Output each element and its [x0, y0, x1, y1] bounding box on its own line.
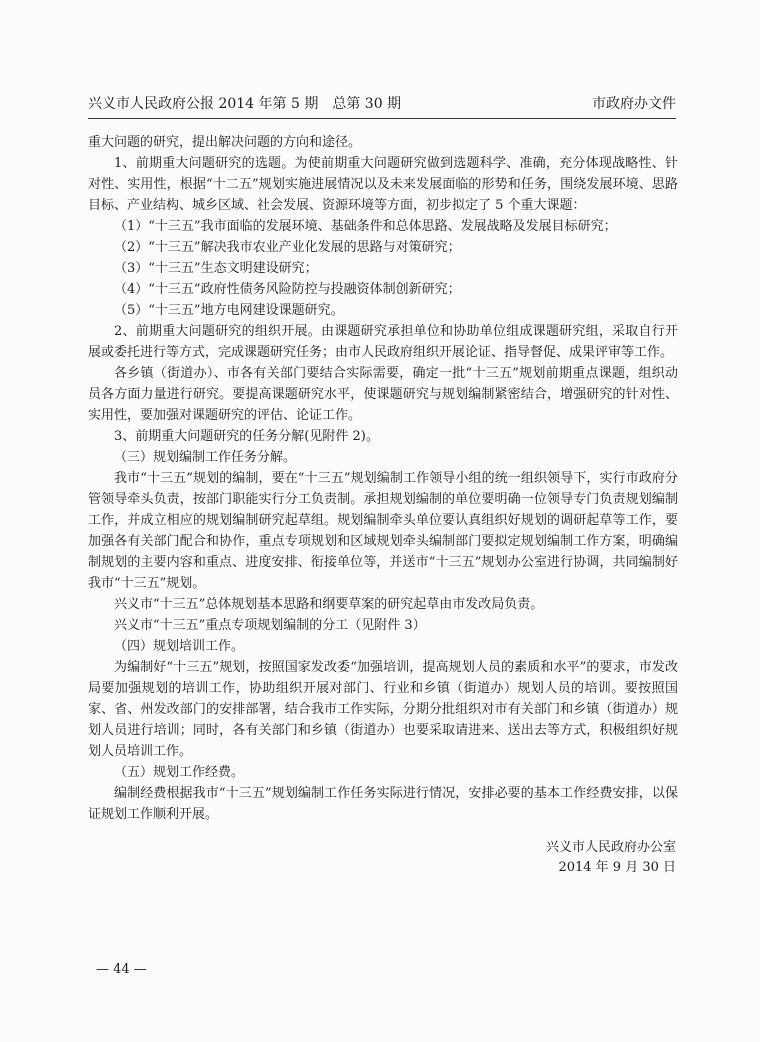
paragraph: 为编制好“十三五”规划，按照国家发改委“加强培训，提高规划人员的素质和水平”的要求，市发改局要加强规划的培训工作，协助组织开展对部门、行业和乡镇（街道办）规划人员的培训。要按照国家、省、州发改部门的安排部署，结合我市工作实际，分期分批组织对市有关部门和乡镇（街道办）规划人员进行培训；同时，各有关部门和乡镇（街道办）也要采取请进来、送出去等方式，积极组织好规划人员培训工作。 — [88, 660, 678, 759]
paragraph: 编制经费根据我市“十三五”规划编制工作任务实际进行情况，安排必要的基本工作经费安排，以保证规划工作顺利开展。 — [88, 786, 678, 822]
paragraph: 重大问题的研究，提出解决问题的方向和途径。 — [88, 135, 362, 150]
header-divider — [88, 118, 676, 119]
paragraph: 3、前期重大问题研究的任务分解(见附件 2)。 — [114, 429, 379, 444]
paragraph: 1、前期重大问题研究的选题。为使前期重大问题研究做到选题科学、准确，充分体现战略性、针对性、实用性，根据“十二五”规划实施进展情况以及未来发展面临的形势和任务，围绕发展环境、思路目标、产业结构、城乡区域、社会发展、资源环境等方面，初步拟定了 5 个重大课题： — [88, 156, 678, 213]
signature-date: 2014 年 9 月 30 日 — [558, 860, 676, 875]
section-heading: （四）规划培训工作。 — [114, 639, 245, 654]
page-number: — 44 — — [96, 962, 147, 977]
header-publication-title: 兴义市人民政府公报 2014 年第 5 期 总第 30 期 — [88, 96, 402, 112]
list-item: （4）“十三五”政府性债务风险防控与投融资体制创新研究； — [114, 282, 461, 297]
paragraph: 兴义市“十三五”总体规划基本思路和纲要草案的研究起草由市发改局负责。 — [114, 597, 544, 612]
paragraph: 2、前期重大问题研究的组织开展。由课题研究承担单位和协助单位组成课题研究组，采取自行开展或委托进行等方式，完成课题研究任务；由市人民政府组织开展论证、指导督促、成果评审等工作。 — [88, 324, 678, 360]
section-heading: （五）规划工作经费。 — [114, 765, 245, 780]
paragraph: 我市“十三五”规划的编制，要在“十三五”规划编制工作领导小组的统一组织领导下，实行市政府分管领导牵头负责，按部门职能实行分工负责制。承担规划编制的单位要明确一位领导专门负责规划编制工作，并成立相应的规划编制研究起草组。规划编制牵头单位要认真组织好规划的调研起草等工作，要加强各有关部门配合和协作，重点专项规划和区域规划牵头编制部门要拟定规划编制工作方案，明确编制规划的主要内容和重点、进度安排、衔接单位等，并送市“十三五”规划办公室进行协调，共同编制好我市“十三五”规划。 — [88, 471, 678, 591]
signature-organization: 兴义市人民政府办公室 — [545, 840, 676, 855]
document-body — [88, 132, 678, 825]
header-section-title: 市政府办文件 — [592, 96, 676, 112]
signature-block — [546, 838, 676, 878]
list-item: （3）“十三五”生态文明建设研究； — [114, 261, 318, 276]
page-header — [88, 92, 676, 116]
list-item: （5）“十三五”地方电网建设课题研究。 — [114, 303, 344, 318]
paragraph: 兴义市“十三五”重点专项规划编制的分工（见附件 3） — [114, 618, 426, 633]
paragraph: 各乡镇（街道办）、市各有关部门要结合实际需要，确定一批“十三五”规划前期重点课题，组织动员各方面力量进行研究。要提高课题研究水平，使课题研究与规划编制紧密结合，增强研究的针对性、实用性，要加强对课题研究的评估、论证工作。 — [88, 366, 678, 423]
list-item: （1）“十三五”我市面临的发展环境、基础条件和总体思路、发展战略及发展目标研究； — [114, 219, 617, 234]
list-item: （2）“十三五”解决我市农业产业化发展的思路与对策研究； — [114, 240, 461, 255]
section-heading: （三）规划编制工作任务分解。 — [114, 450, 297, 465]
